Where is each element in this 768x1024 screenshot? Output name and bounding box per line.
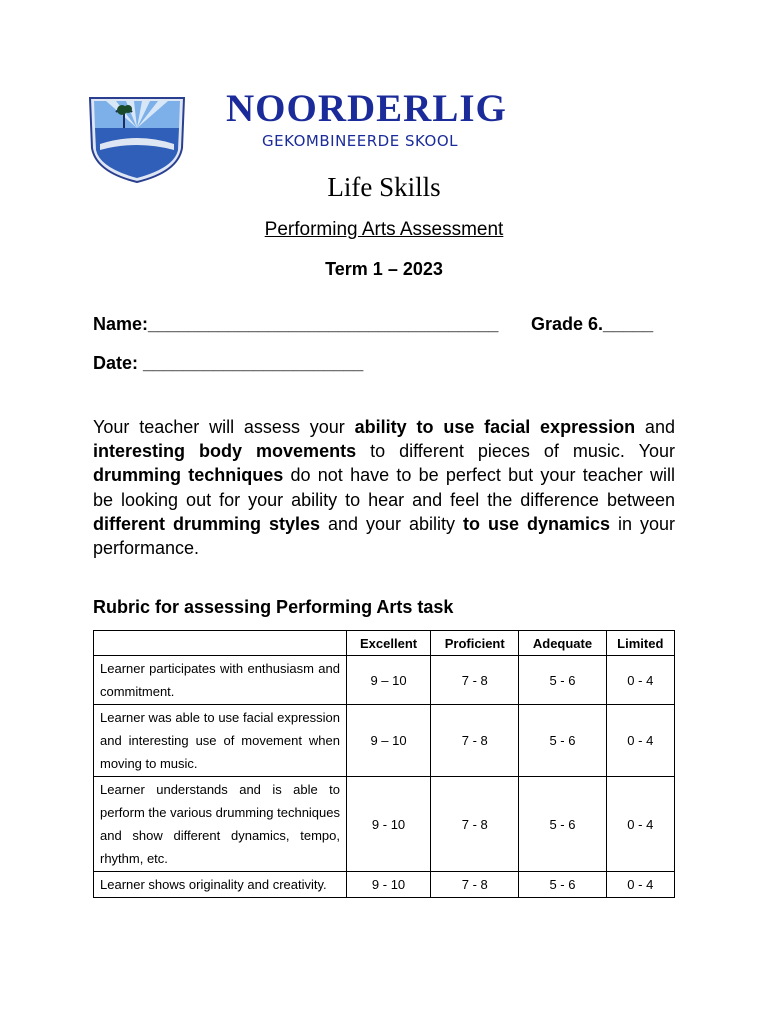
column-header: Proficient	[431, 631, 519, 656]
rubric-header-row	[94, 631, 675, 656]
criterion-cell: Learner participates with enthusiasm and commitment.	[94, 656, 347, 705]
table-row	[94, 777, 675, 872]
date-label: Date:	[93, 353, 144, 373]
intro-bold: different drumming styles	[93, 513, 320, 534]
intro-text: and	[635, 417, 675, 437]
criterion-cell: Learner understands and is able to perform the various drumming techniques and show different dynamics, tempo, rhythm, etc.	[94, 777, 347, 872]
score-cell: 5 - 6	[519, 656, 606, 705]
term-label: Term 1 – 2023	[325, 259, 443, 279]
criterion-cell: Learner was able to use facial expression and interesting use of movement when moving to music.	[94, 705, 347, 777]
column-header: Limited	[606, 631, 674, 656]
score-cell: 9 - 10	[347, 777, 431, 872]
name-label: Name:	[93, 314, 149, 334]
score-cell: 0 - 4	[606, 777, 674, 872]
date-blank[interactable]: ______________________	[143, 353, 364, 373]
score-cell: 5 - 6	[519, 705, 606, 777]
criterion-cell: Learner shows originality and creativity.	[94, 872, 347, 898]
intro-text: in your performance.	[93, 513, 676, 559]
score-cell: 5 - 6	[519, 777, 606, 872]
table-row	[94, 656, 675, 705]
intro-bold: interesting body movements	[93, 441, 357, 462]
intro-bold: drumming techniques	[93, 465, 284, 486]
rubric-title: Rubric for assessing Performing Arts task	[93, 597, 454, 617]
table-row	[94, 872, 675, 898]
grade-blank[interactable]: _____	[603, 314, 654, 334]
intro-bold: to use dynamics	[463, 513, 611, 534]
score-cell: 9 - 10	[347, 872, 431, 898]
school-crest-icon	[86, 88, 188, 184]
score-cell: 7 - 8	[431, 705, 519, 777]
intro-text: Your teacher will assess your	[93, 417, 355, 437]
grade-field[interactable]	[531, 314, 653, 335]
table-row	[94, 705, 675, 777]
score-cell: 0 - 4	[606, 872, 674, 898]
intro-paragraph	[93, 415, 675, 560]
date-field[interactable]	[93, 353, 363, 374]
score-cell: 0 - 4	[606, 705, 674, 777]
name-field[interactable]	[93, 314, 498, 335]
column-header: Adequate	[519, 631, 606, 656]
score-cell: 5 - 6	[519, 872, 606, 898]
score-cell: 7 - 8	[431, 872, 519, 898]
intro-text: do not have to be perfect but your teacher will be looking out for your ability to hear and feel the difference between	[93, 465, 675, 510]
score-cell: 7 - 8	[431, 777, 519, 872]
grade-label: Grade 6.	[531, 314, 604, 334]
intro-text: and your ability	[320, 513, 463, 534]
name-blank[interactable]: ___________________________________	[148, 314, 499, 334]
intro-text: to different pieces of music. Your	[356, 441, 675, 462]
intro-bold: ability to use facial expression	[354, 417, 636, 437]
school-name: NOORDERLIG	[226, 87, 507, 130]
subject-title: Life Skills	[327, 172, 441, 202]
column-header	[94, 631, 347, 656]
assessment-title: Performing Arts Assessment	[264, 219, 504, 240]
school-subtitle: GEKOMBINEERDE SKOOL	[262, 132, 458, 150]
column-header: Excellent	[347, 631, 431, 656]
score-cell: 0 - 4	[606, 656, 674, 705]
score-cell: 7 - 8	[431, 656, 519, 705]
rubric-table	[93, 630, 675, 898]
score-cell: 9 – 10	[347, 705, 431, 777]
score-cell: 9 – 10	[347, 656, 431, 705]
